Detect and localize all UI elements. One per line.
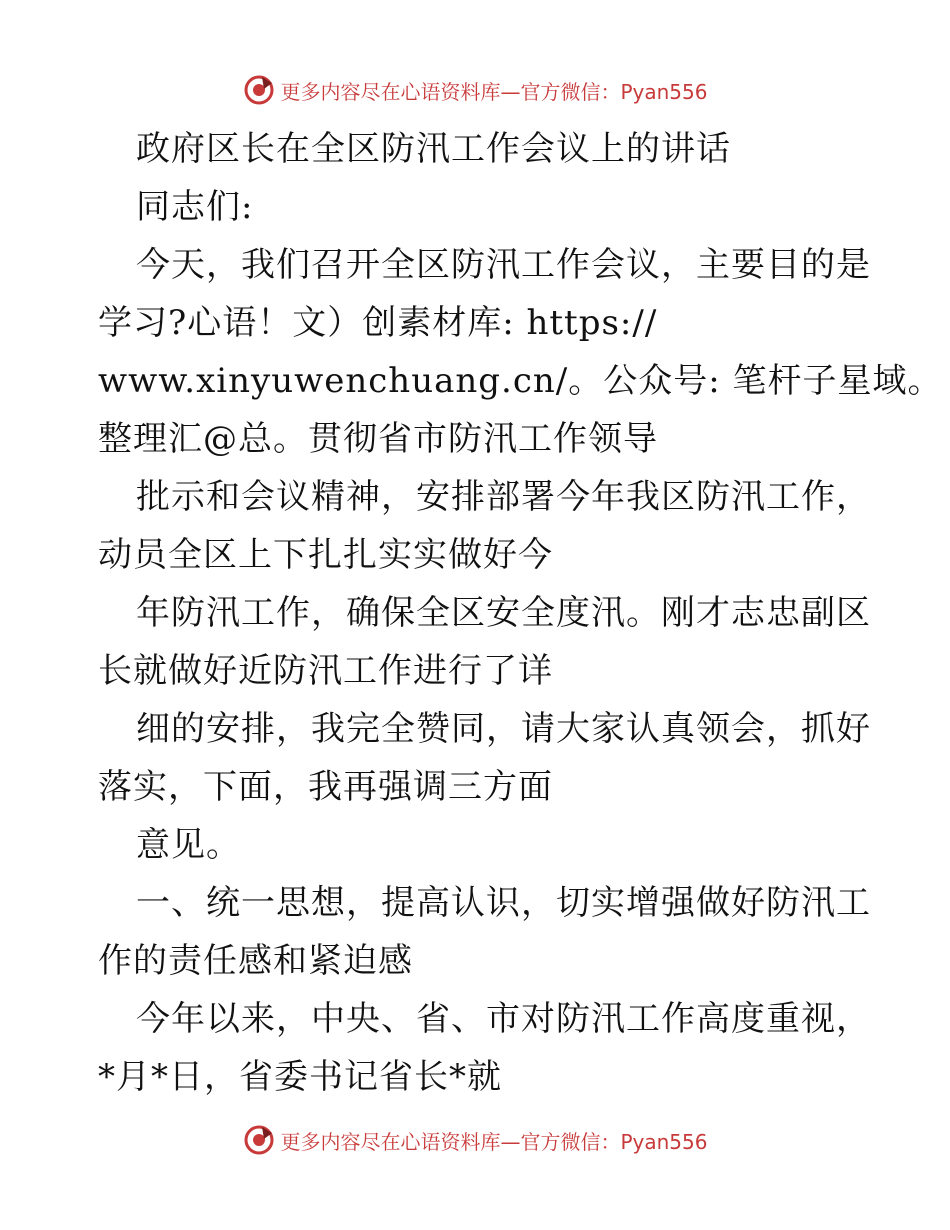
text-line: 学习?心语！文）创素材库: https:// — [98, 303, 658, 343]
text-line: 作的责任感和紧迫感 — [98, 941, 413, 981]
text-line: 同志们: — [136, 187, 254, 227]
text-line: 落实，下面，我再强调三方面 — [98, 767, 553, 807]
text-line: 政府区长在全区防汛工作会议上的讲话 — [136, 129, 731, 169]
text-line: 整理汇@总。贯彻省市防汛工作领导 — [98, 419, 658, 459]
document-body — [98, 120, 943, 1106]
watermark-text: 更多内容尽在心语资料库—官方微信：Pyan556 — [280, 1129, 708, 1154]
text-line: www.xinyuwenchuang.cn/。公众号: 笔杆子星域。 — [98, 361, 943, 401]
logo-icon — [242, 73, 276, 107]
text-line: 批示和会议精神，安排部署今年我区防汛工作， — [136, 477, 871, 517]
watermark-text: 更多内容尽在心语资料库—官方微信：Pyan556 — [280, 79, 708, 104]
text-line: 年防汛工作，确保全区安全度汛。刚才志忠副区 — [136, 593, 871, 633]
text-line: 长就做好近防汛工作进行了详 — [98, 651, 553, 691]
text-line: *月*日，省委书记省长*就 — [98, 1057, 502, 1097]
text-line: 细的安排，我完全赞同，请大家认真领会，抓好 — [136, 709, 871, 749]
text-line: 今年以来，中央、省、市对防汛工作高度重视， — [136, 999, 871, 1039]
text-line: 今天，我们召开全区防汛工作会议，主要目的是 — [136, 245, 871, 285]
text-line: 一、统一思想，提高认识，切实增强做好防汛工 — [136, 883, 871, 923]
footer-watermark — [0, 1120, 950, 1160]
text-line: 动员全区上下扎扎实实做好今 — [98, 535, 553, 575]
header-watermark — [0, 70, 950, 110]
logo-icon — [242, 1123, 276, 1157]
text-line: 意见。 — [136, 825, 241, 865]
